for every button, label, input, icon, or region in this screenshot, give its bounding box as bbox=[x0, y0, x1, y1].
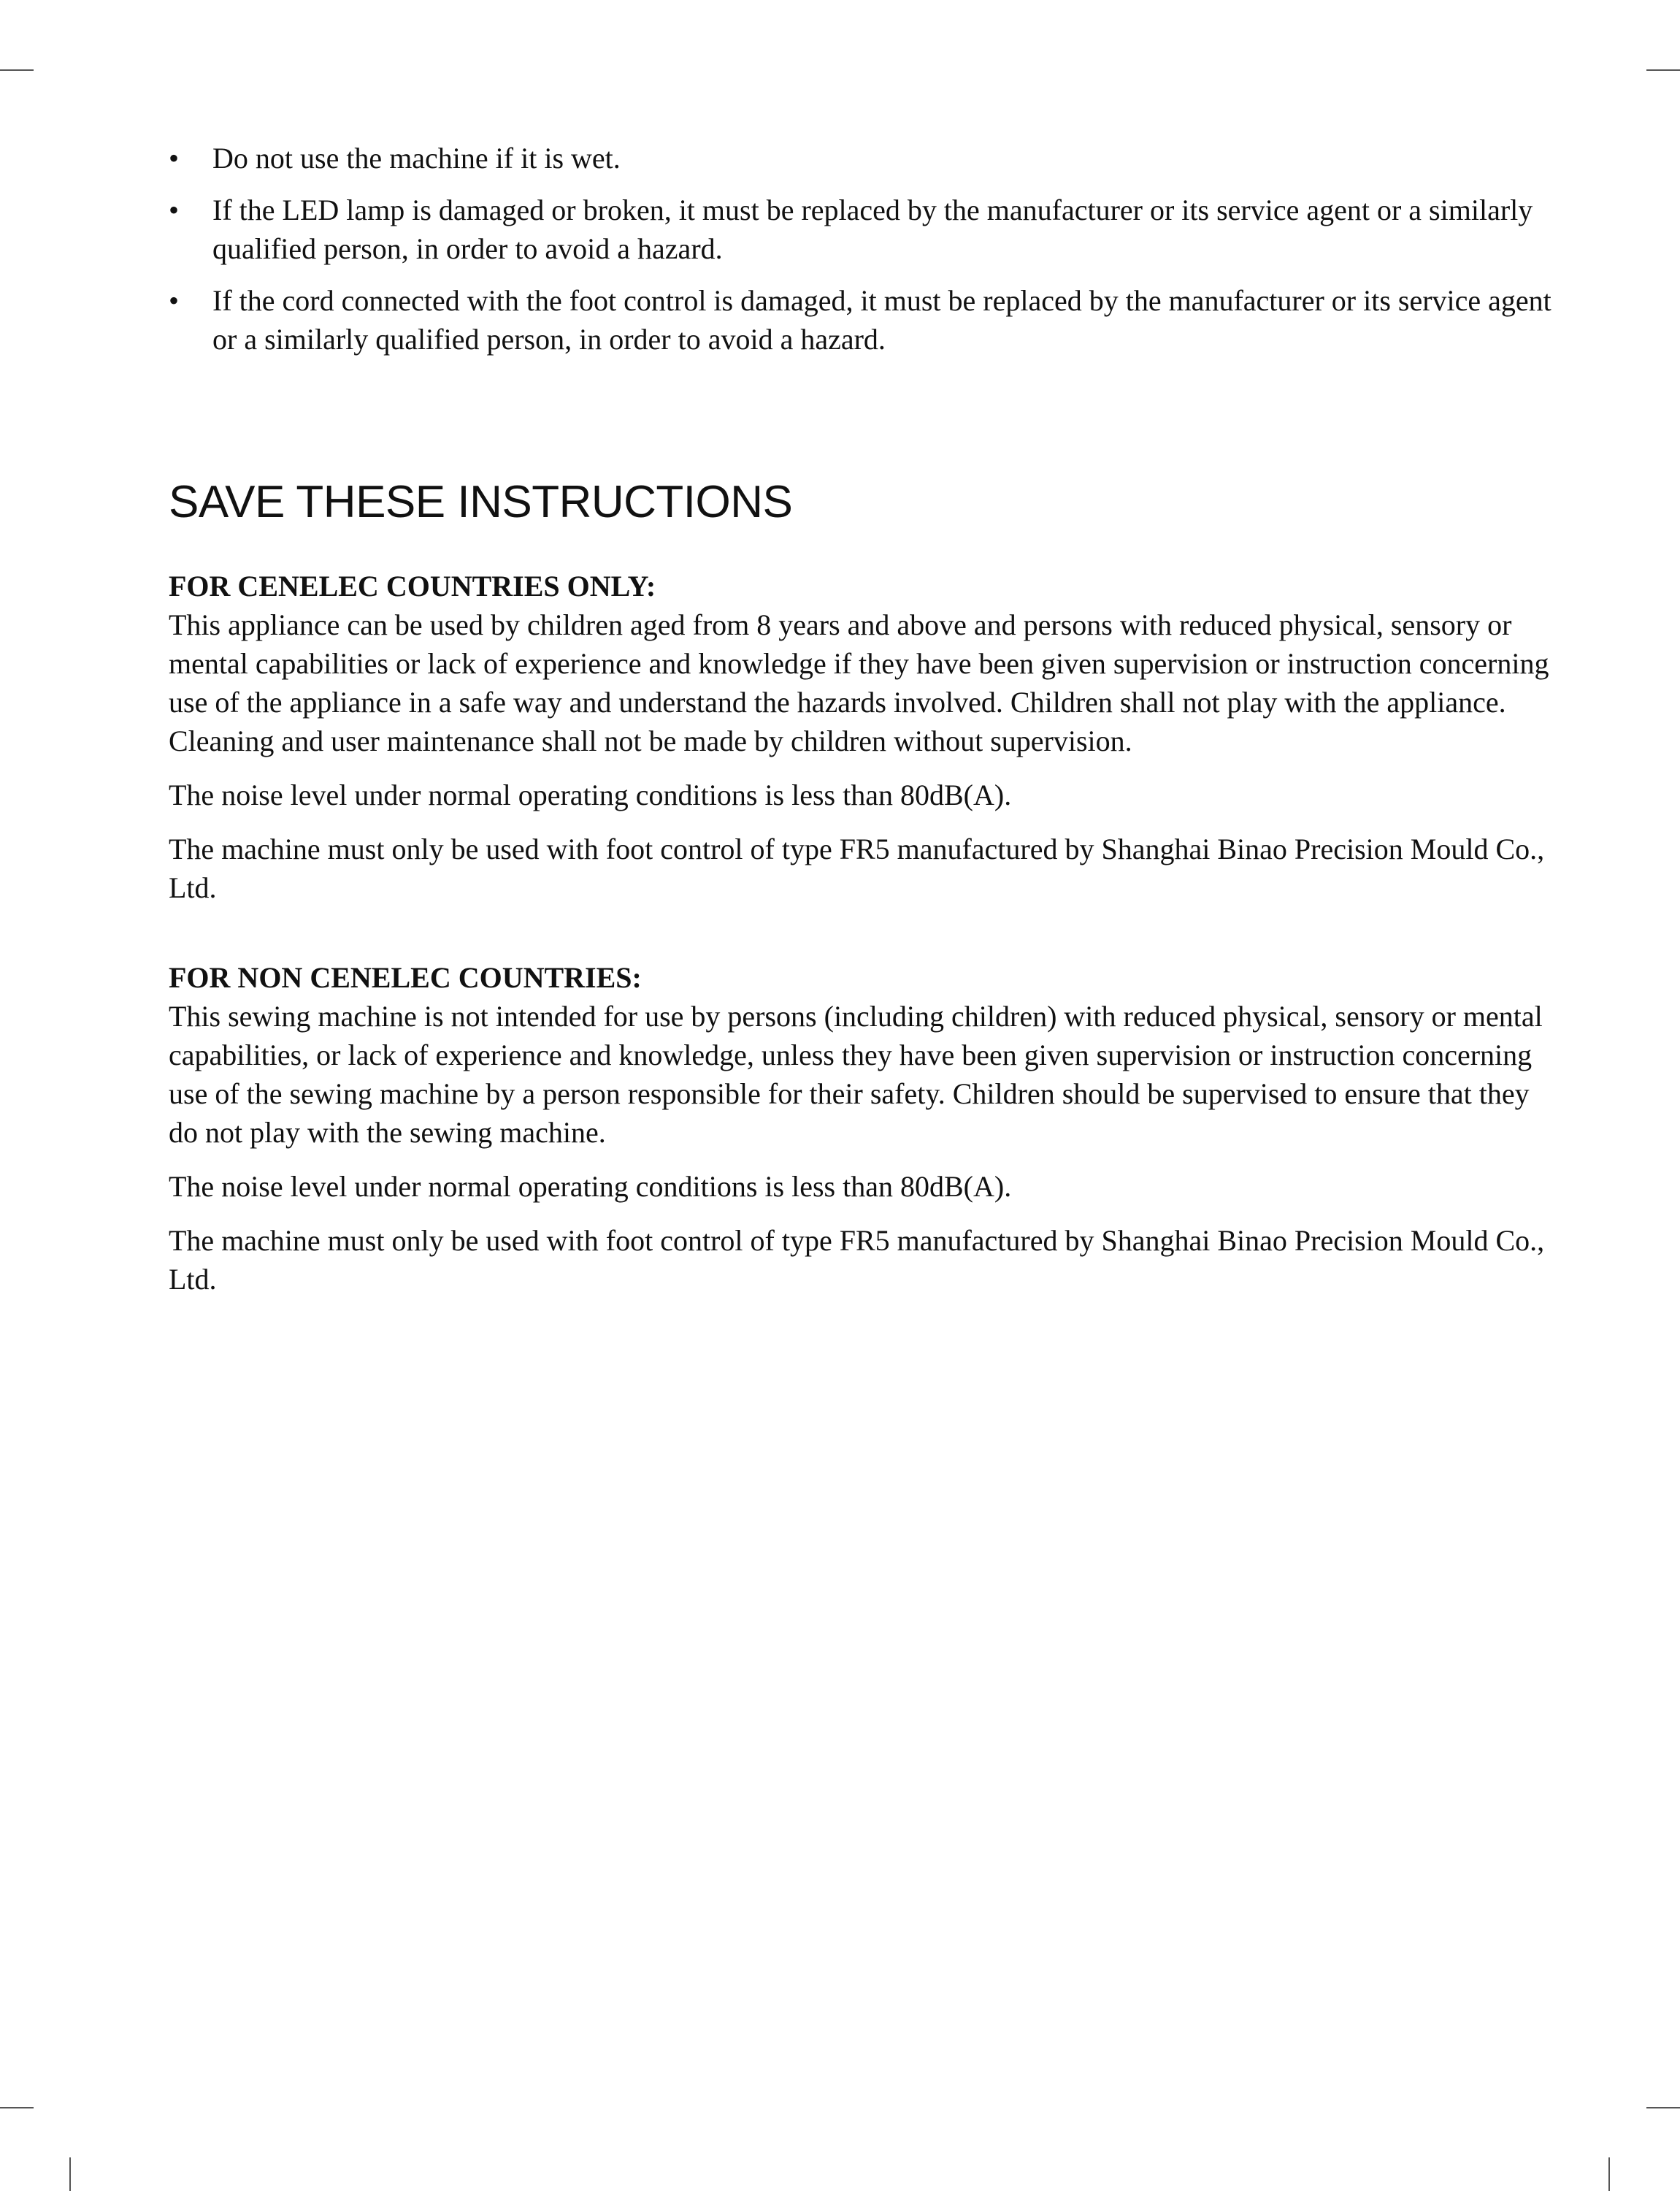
page-content bbox=[169, 139, 1556, 1314]
non-cenelec-paragraph-foot-control: The machine must only be used with foot control of type FR5 manufactured by Shanghai Binao Precision Mould Co., Ltd. bbox=[169, 1224, 1545, 1296]
crop-mark-top-right bbox=[1646, 69, 1680, 71]
list-item bbox=[169, 191, 1556, 268]
cenelec-title: FOR CENELEC COUNTRIES ONLY: bbox=[169, 570, 656, 603]
crop-mark-bottom-left-vertical bbox=[69, 2157, 71, 2191]
cenelec-paragraph-noise: The noise level under normal operating conditions is less than 80dB(A). bbox=[169, 779, 1012, 811]
warning-list bbox=[169, 139, 1556, 359]
crop-mark-bottom-right bbox=[1646, 2107, 1680, 2108]
bullet-glyph: • bbox=[169, 194, 180, 226]
cenelec-section bbox=[169, 567, 1556, 907]
bullet-glyph: • bbox=[169, 284, 180, 317]
crop-mark-bottom-right-vertical bbox=[1608, 2157, 1610, 2191]
list-item bbox=[169, 139, 1556, 177]
list-item-text: If the LED lamp is damaged or broken, it must be replaced by the manufacturer or its service agent or a similarly qualified person, in order to avoid a hazard. bbox=[212, 194, 1533, 265]
non-cenelec-title: FOR NON CENELEC COUNTRIES: bbox=[169, 961, 642, 994]
cenelec-paragraph-foot-control: The machine must only be used with foot control of type FR5 manufactured by Shanghai Binao Precision Mould Co., Ltd. bbox=[169, 833, 1545, 904]
non-cenelec-paragraph-children: This sewing machine is not intended for use by persons (including children) with reduced physical, sensory or mental capabilities, or lack of experience and knowledge, unless they have been given supervision or instruction concerning use of the sewing machine by a person responsible for their safety. Children should be supervised to ensure that they do not play with the sewing machine. bbox=[169, 1000, 1543, 1149]
list-item-text: Do not use the machine if it is wet. bbox=[212, 142, 621, 175]
bullet-glyph: • bbox=[169, 142, 180, 175]
crop-mark-top-left bbox=[0, 69, 34, 71]
crop-mark-bottom-left bbox=[0, 2107, 34, 2108]
non-cenelec-section bbox=[169, 958, 1556, 1299]
list-item bbox=[169, 281, 1556, 359]
list-item-text: If the cord connected with the foot control is damaged, it must be replaced by the manufacturer or its service agent or a similarly qualified person, in order to avoid a hazard. bbox=[212, 284, 1551, 356]
section-heading: SAVE THESE INSTRUCTIONS bbox=[169, 477, 793, 527]
non-cenelec-paragraph-noise: The noise level under normal operating conditions is less than 80dB(A). bbox=[169, 1170, 1012, 1203]
cenelec-paragraph-children: This appliance can be used by children aged from 8 years and above and persons with reduced physical, sensory or mental capabilities or lack of experience and knowledge if they have been given supervision or instruction concerning use of the appliance in a safe way and understand the hazards involved. Children shall not play with the appliance. Cleaning and user maintenance shall not be made by children without supervision. bbox=[169, 608, 1549, 757]
